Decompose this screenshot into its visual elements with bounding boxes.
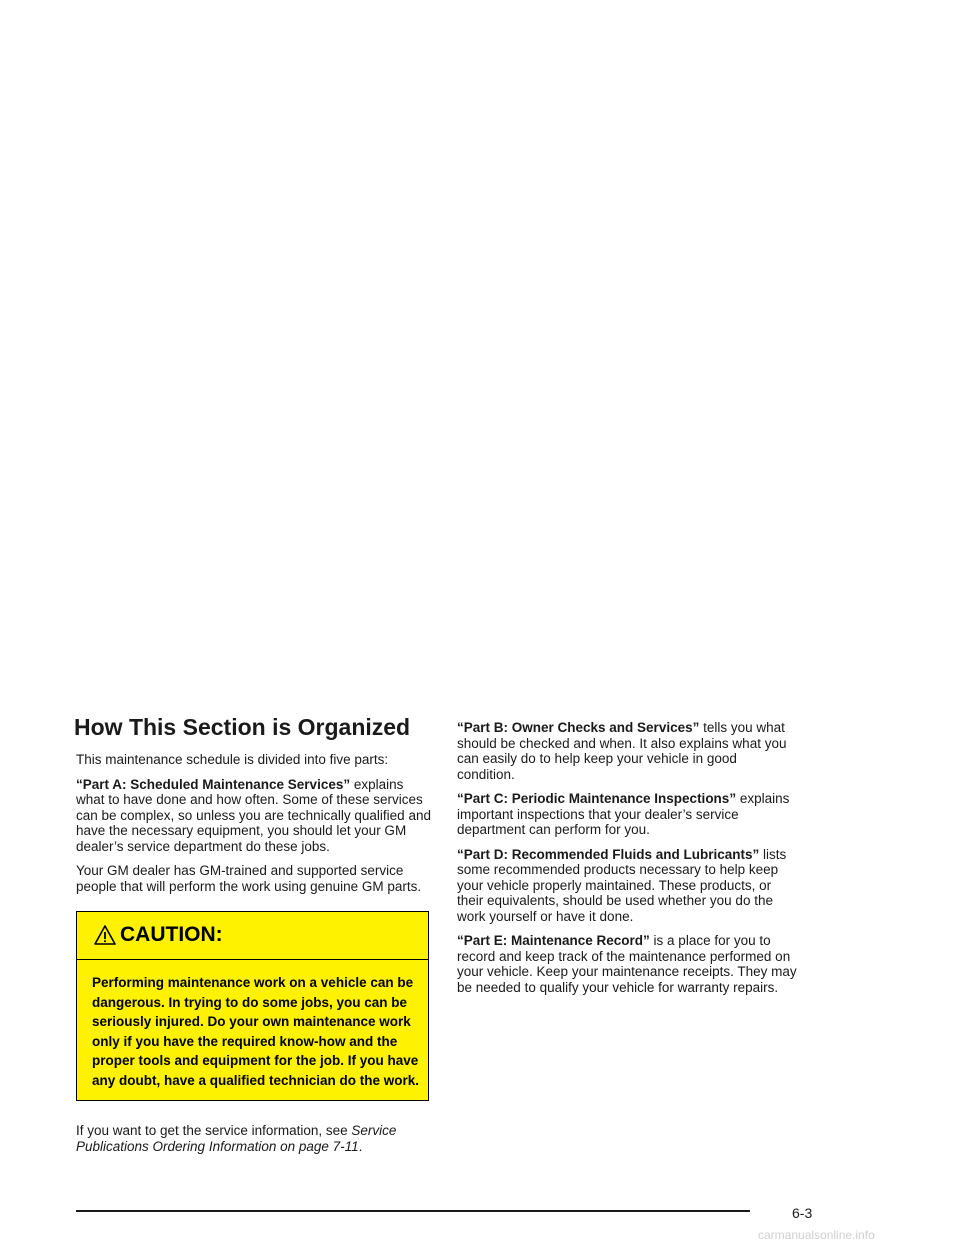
caution-divider [77, 959, 428, 960]
part-d-text: lists some recommended products necessary to help keep your vehicle properly maintained. These products, or their equivalents, should be used whether you do the work yourself or have it done. [457, 846, 787, 924]
watermark: carmanualsonline.info [758, 1228, 875, 1242]
service-info-text: If you want to get the service information, see [76, 1123, 352, 1138]
part-e-text: is a place for you to record and keep track of the maintenance performed on your vehicle. Keep your maintenance receipts. They may be needed to qualify your vehicle for warranty repairs. [457, 933, 797, 995]
part-c-paragraph [457, 791, 797, 838]
dealer-paragraph: Your GM dealer has GM-trained and supported service people that will perform the work using genuine GM parts. [76, 863, 422, 894]
right-column [457, 720, 797, 1004]
service-info-end: . [358, 1138, 363, 1154]
part-d-paragraph [457, 847, 797, 925]
part-a-paragraph [76, 777, 432, 855]
part-c-label: “Part C: Periodic Maintenance Inspections” [457, 791, 737, 806]
part-e-label: “Part E: Maintenance Record” [457, 933, 650, 948]
left-column [76, 752, 432, 1163]
part-d-label: “Part D: Recommended Fluids and Lubricants” [457, 846, 760, 862]
page-number: 6-3 [792, 1205, 813, 1221]
part-b-paragraph [457, 720, 797, 782]
part-a-text: explains what to have done and how often. Some of these services can be complex, so unless you are technically qualified and have the necessary equipment, you should let your GM dealer’s service department do these jobs. [76, 776, 431, 854]
service-info-link[interactable]: Service Publications Ordering Information on page 7-11 [76, 1123, 397, 1154]
part-a-label: “Part A: Scheduled Maintenance Services” [76, 776, 351, 792]
footer-rule [76, 1210, 750, 1212]
section-heading: How This Section is Organized [74, 714, 411, 740]
part-b-label: “Part B: Owner Checks and Services” [457, 720, 700, 735]
caution-title-text: CAUTION: [120, 923, 223, 947]
warning-triangle-icon [94, 924, 116, 946]
service-info-paragraph [76, 1123, 432, 1154]
caution-text: Performing maintenance work on a vehicle can be dangerous. In trying to do some jobs, you can be seriously injured. Do your own maintenance work only if you have the required know-how and the proper tools and equipment for the job. If you have any doubt, have a qualified technician do the work. [92, 975, 420, 1088]
part-c-text: explains important inspections that your dealer’s service department can perform for you. [457, 791, 790, 837]
caution-title [94, 924, 223, 946]
intro-paragraph: This maintenance schedule is divided into five parts: [76, 752, 389, 767]
part-b-text: tells you what should be checked and when. It also explains what you can easily do to help keep your vehicle in good condition. [457, 720, 787, 782]
part-e-paragraph [457, 933, 797, 995]
caution-box [76, 911, 429, 1101]
